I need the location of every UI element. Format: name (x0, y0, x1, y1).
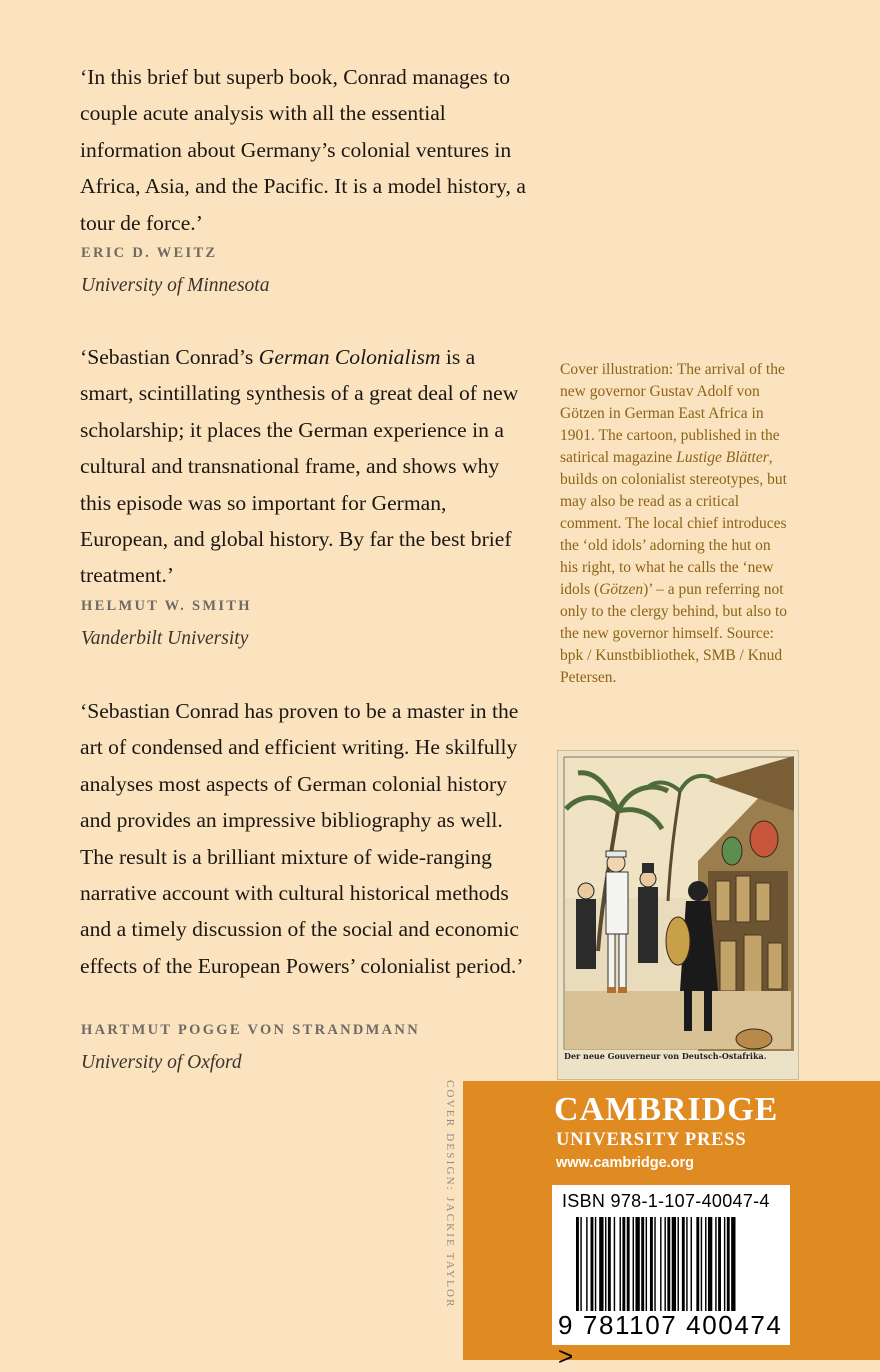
review-quote-2-start: ‘Sebastian Conrad’s (80, 345, 259, 369)
barcode-bar (595, 1217, 596, 1311)
review-author-3: HARTMUT POGGE VON STRANDMANN (81, 1022, 420, 1038)
caption-magazine-title: Lustige Blätter (676, 449, 769, 466)
cover-illustration-caption (560, 359, 792, 689)
review-affiliation-2: Vanderbilt University (81, 628, 249, 649)
barcode-bar (576, 1217, 579, 1311)
review-author-1: ERIC D. WEITZ (81, 245, 218, 261)
barcode-bar (664, 1217, 665, 1311)
review-quote-3: ‘Sebastian Conrad has proven to be a master in the art of condensed and efficient writing. He skilfully analyses most aspects of German colonial history and provides an impressive bibliography as well. The result is a brilliant mixture of wide-ranging narrative account with cultural historical methods and a timely discussion of the social and economic effects of the European Powers’ colonialist period.’ (80, 699, 524, 978)
barcode-bar (667, 1217, 670, 1311)
barcode-bar (646, 1217, 647, 1311)
barcode-bar (591, 1217, 594, 1311)
cartoon-drawing (558, 751, 798, 1079)
review-quote-2 (80, 339, 530, 594)
caption-pun-word: Götzen (599, 581, 644, 598)
barcode-bar (599, 1217, 603, 1311)
barcode-bar (614, 1217, 615, 1311)
barcode-bar (678, 1217, 679, 1311)
barcode-bar (622, 1217, 625, 1311)
caption-part-3: )’ – a pun referring not only to the clergy behind, but also to the new governor himself. Source: bpk / Kunstbibliothek, SMB / Knud Petersen. (560, 581, 788, 686)
barcode-bar (724, 1217, 725, 1311)
review-author-2: HELMUT W. SMITH (81, 598, 252, 614)
barcode-bar (727, 1217, 730, 1311)
barcode-bar (654, 1217, 655, 1311)
review-quote-1: ‘In this brief but superb book, Conrad manages to couple acute analysis with all the essential information about Germany’s colonial ventures in Africa, Asia, and the Pacific. It is a model history, a tour de force.’ (80, 65, 526, 235)
barcode-bar (641, 1217, 644, 1311)
barcode-bar (660, 1217, 661, 1311)
review-quote-2-book-title: German Colonialism (258, 345, 441, 369)
caption-part-2: , builds on colonialist stereotypes, but may also be read as a critical comment. The local chief introduces the ‘old idols’ adorning the hut on his right, to what he calls the ‘new idols ( (560, 449, 787, 598)
isbn-label: ISBN 978-1-107-40047-4 (562, 1191, 770, 1211)
cover-cartoon-illustration (557, 750, 799, 1080)
review-affiliation-3: University of Oxford (81, 1052, 242, 1073)
barcode-bar (696, 1217, 699, 1311)
isbn-barcode (552, 1185, 790, 1371)
publisher-name: CAMBRIDGE (554, 1091, 779, 1128)
caption-part-1: Cover illustration: The arrival of the new governor Gustav Adolf von Götzen in German East Africa in 1901. The cartoon, published in the satirical magazine (560, 361, 785, 466)
barcode-bar (650, 1217, 653, 1311)
barcode-bar (620, 1217, 621, 1311)
barcode-bar (580, 1217, 581, 1311)
barcode-bar (715, 1217, 716, 1311)
barcode-bar (586, 1217, 587, 1311)
isbn-digits: 9 781107 400474 > (558, 1310, 783, 1371)
barcode-bar (605, 1217, 606, 1311)
cover-design-credit: COVER DESIGN: JACKIE TAYLOR (444, 1080, 456, 1309)
review-affiliation-1: University of Minnesota (81, 275, 270, 296)
barcode-bar (635, 1217, 639, 1311)
barcode-bar (608, 1217, 611, 1311)
barcode-bar (705, 1217, 706, 1311)
barcode-bar (701, 1217, 702, 1311)
cartoon-title: Der neue Gouverneur von Deutsch-Ostafrika. (564, 1051, 767, 1061)
barcode-bar (718, 1217, 721, 1311)
barcode-bar (708, 1217, 712, 1311)
barcode-bar (731, 1217, 735, 1311)
publisher-url: www.cambridge.org (556, 1155, 695, 1171)
barcode-bar (627, 1217, 630, 1311)
barcode-bar (672, 1217, 676, 1311)
barcode-bar (682, 1217, 685, 1311)
barcode-bar (691, 1217, 692, 1311)
publisher-subtitle: UNIVERSITY PRESS (556, 1130, 747, 1150)
barcode-bar (686, 1217, 687, 1311)
publisher-band (463, 1081, 880, 1371)
barcode-bar (633, 1217, 634, 1311)
review-quote-2-rest: is a smart, scintillating synthesis of a great deal of new scholarship; it places the German experience in a cultural and transnational frame, and shows why this episode was so important for German, European, and global history. By far the best brief treatment.’ (80, 345, 519, 588)
